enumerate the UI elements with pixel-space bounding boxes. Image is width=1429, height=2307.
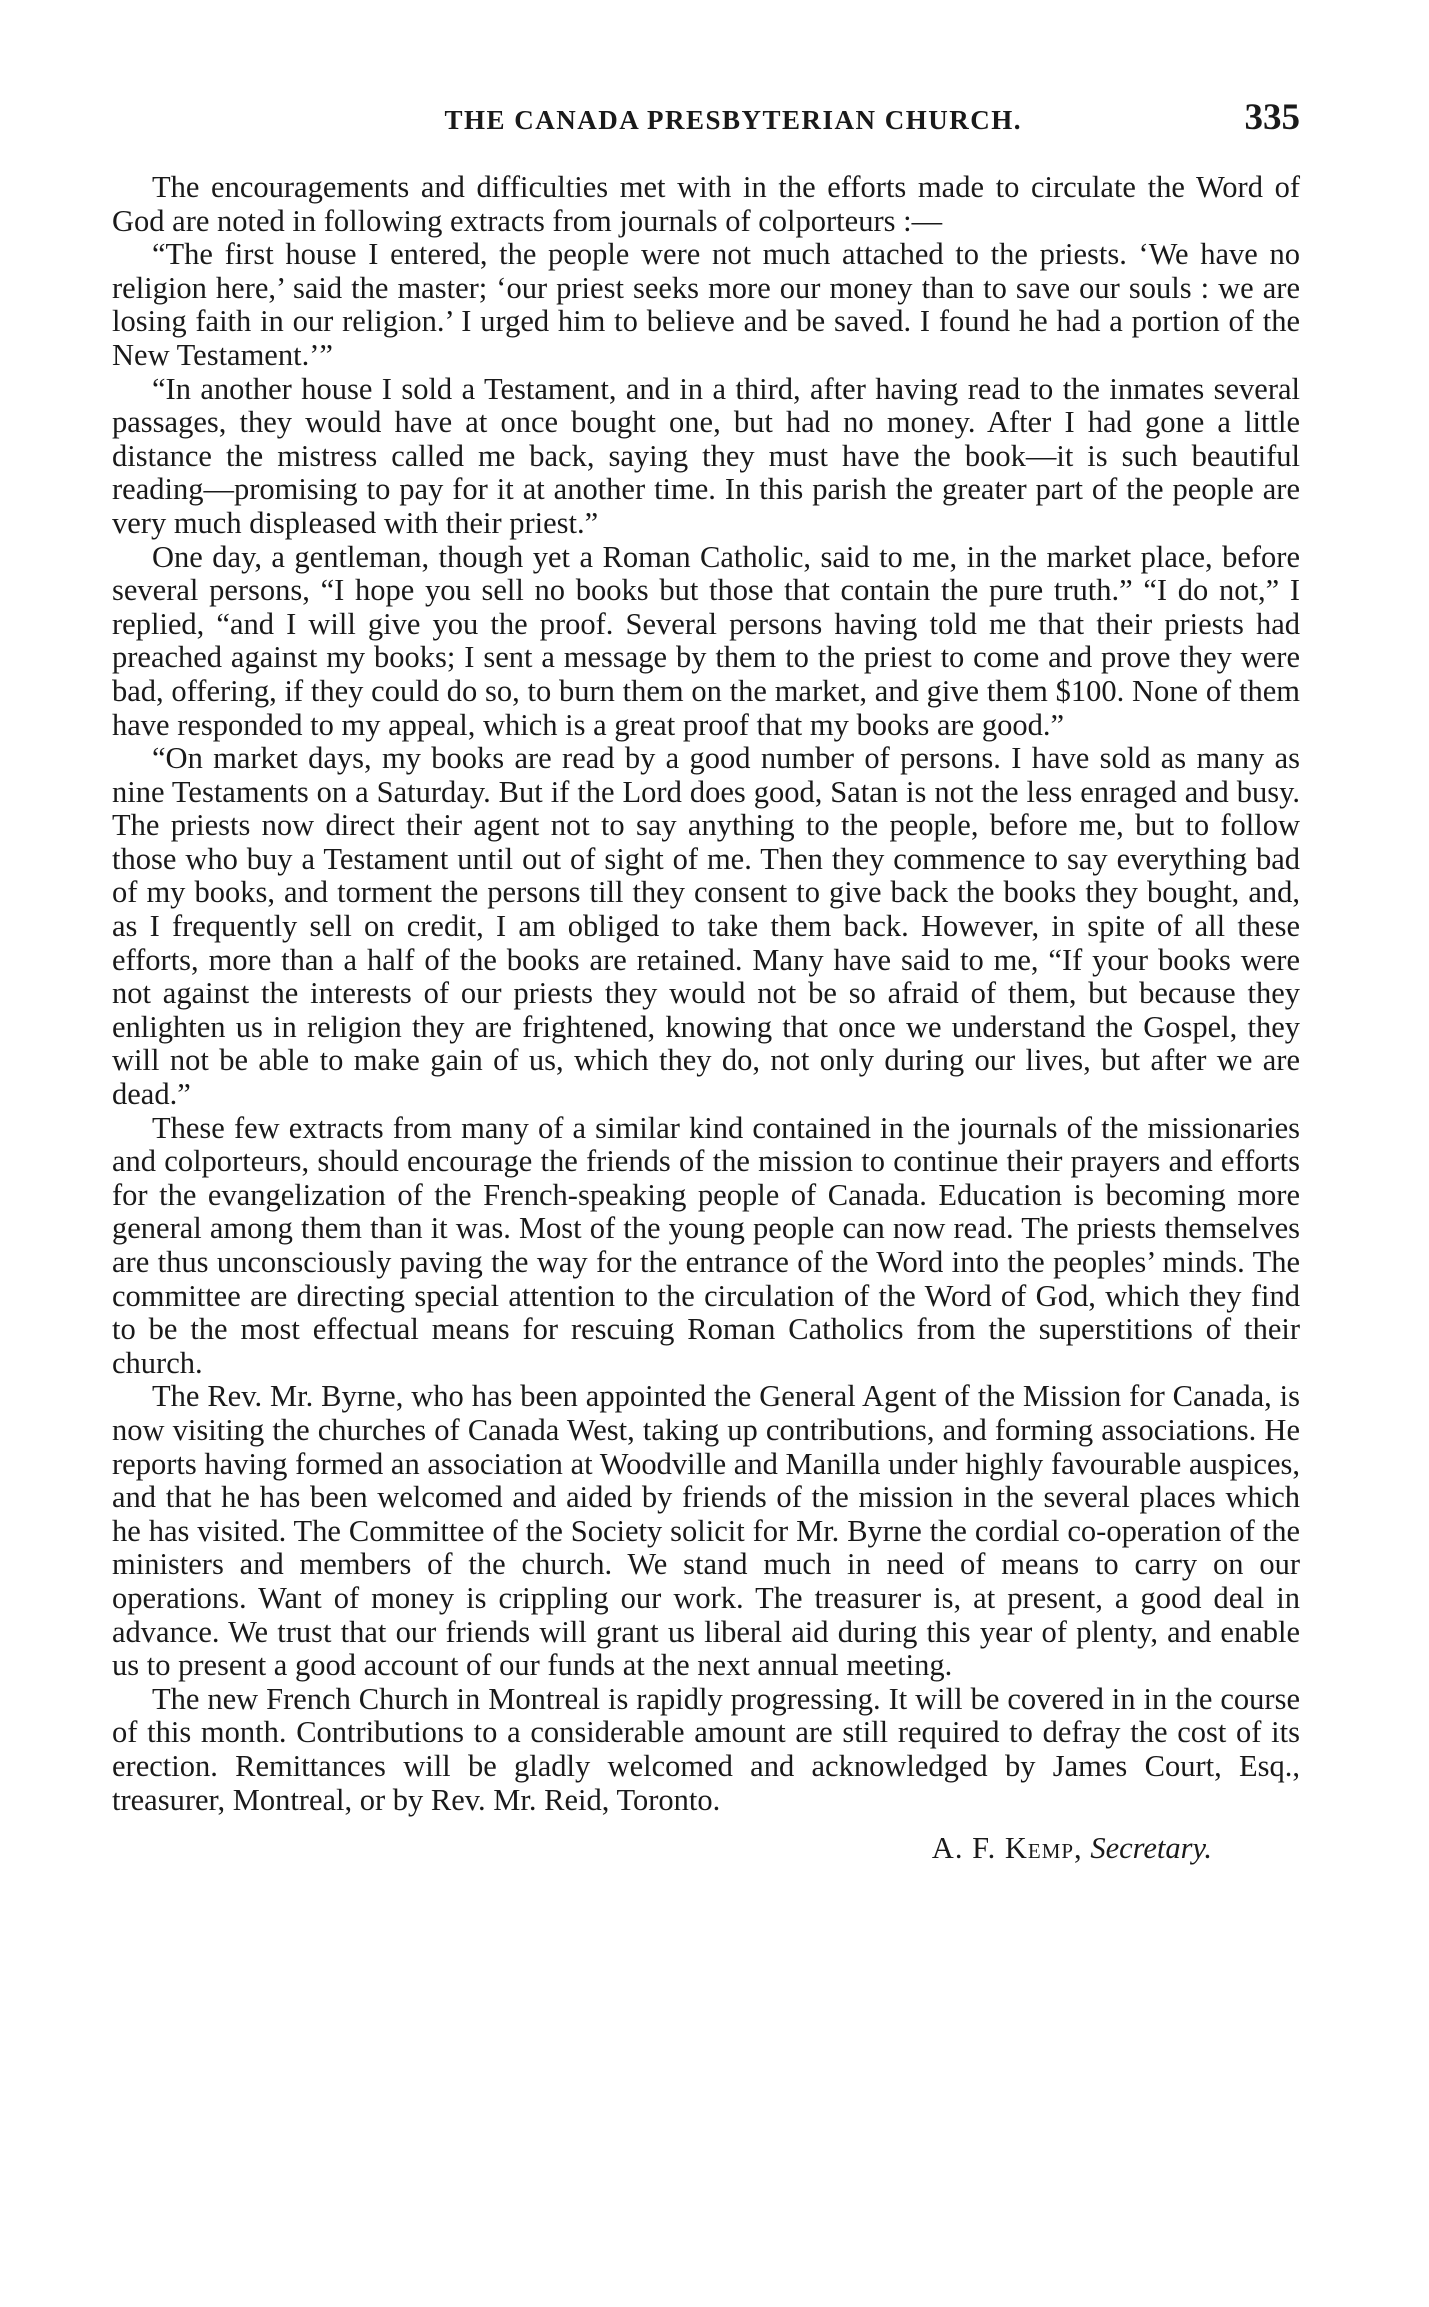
paragraph: “In another house I sold a Testament, and in a third, after having read to the inmates several passages, they would have at once bought one, but had no money. After I had gone a little distance the mistress called me back, saying they must have the book—it is such beautiful reading—promising to pay for it at another time. In this parish the greater part of the people are very much displeased with their priest.”: [112, 371, 1300, 540]
signature-name: A. F. Kemp,: [931, 1831, 1083, 1866]
signature-title: Secretary.: [1090, 1831, 1212, 1866]
paragraph: “On market days, my books are read by a good number of persons. I have sold as many as nine Testaments on a Saturday. But if the Lord does good, Satan is not the less enraged and busy. The priests now direct their agent not to say anything to the people, before me, but to follow those who buy a Testament until out of sight of me. Then they commence to say everything bad of my books, and torment the persons till they consent to give back the books they bought, and, as I frequently sell on credit, I am obliged to take them back. However, in spite of all these efforts, more than a half of the books are retained. Many have said to me, “If your books were not against the interests of our priests they would not be so afraid of them, but because they enlighten us in religion they are frightened, knowing that once we understand the Gospel, they will not be able to make gain of us, which they do, not only during our lives, but after we are dead.”: [112, 741, 1300, 1112]
page-number: 335: [1244, 97, 1300, 138]
paragraph: These few extracts from many of a similar kind contained in the journals of the missionaries and colporteurs, should encourage the friends of the mission to continue their prayers and efforts for the evangelization of the French-speaking people of Canada. Education is becoming more general among them than it was. Most of the young people can now read. The priests themselves are thus unconsciously paving the way for the entrance of the Word into the peoples’ minds. The committee are directing special attention to the circulation of the Word of God, which they find to be the most effectual means for rescuing Roman Catholics from the superstitions of their church.: [112, 1110, 1300, 1380]
body-text: [112, 171, 1300, 1817]
running-title: THE CANADA PRESBYTERIAN CHURCH.: [444, 105, 1023, 135]
paragraph: One day, a gentleman, though yet a Roman Catholic, said to me, in the market place, before several persons, “I hope you sell no books but those that contain the pure truth.” “I do not,” I replied, “and I will give you the proof. Several persons having told me that their priests had preached against my books; I sent a message by them to the priest to come and prove they were bad, offering, if they could do so, to burn them on the market, and give them $100. None of them have responded to my appeal, which is a great proof that my books are good.”: [112, 539, 1300, 742]
signature: [112, 1831, 1300, 1865]
paragraph: The new French Church in Montreal is rapidly progressing. It will be covered in in the course of this month. Contributions to a considerable amount are still required to defray the cost of its erection. Remittances will be gladly welcomed and acknowledged by James Court, Esq., treasurer, Montreal, or by Rev. Mr. Reid, Toronto.: [112, 1681, 1300, 1817]
running-header: [112, 96, 1300, 139]
paragraph: “The first house I entered, the people were not much attached to the priests. ‘We have no religion here,’ said the master; ‘our priest seeks more our money than to save our souls : we are losing faith in our religion.’ I urged him to believe and be saved. I found he had a portion of the New Testament.’”: [112, 237, 1300, 372]
paragraph: The Rev. Mr. Byrne, who has been appointed the General Agent of the Mission for Canada, is now visiting the churches of Canada West, taking up contributions, and forming associations. He reports having formed an association at Woodville and Manilla under highly favourable auspices, and that he has been welcomed and aided by friends of the mission in the several places which he has visited. The Committee of the Society solicit for Mr. Byrne the cordial co-operation of the ministers and members of the church. We stand much in need of means to carry on our operations. Want of money is crippling our work. The treasurer is, at present, a good deal in advance. We trust that our friends will grant us liberal aid during this year of plenty, and enable us to present a good account of our funds at the next annual meeting.: [112, 1379, 1300, 1683]
document-page: [112, 96, 1300, 1865]
paragraph: The encouragements and difficulties met with in the efforts made to circulate the Word of God are noted in following extracts from journals of colporteurs :—: [112, 170, 1300, 238]
